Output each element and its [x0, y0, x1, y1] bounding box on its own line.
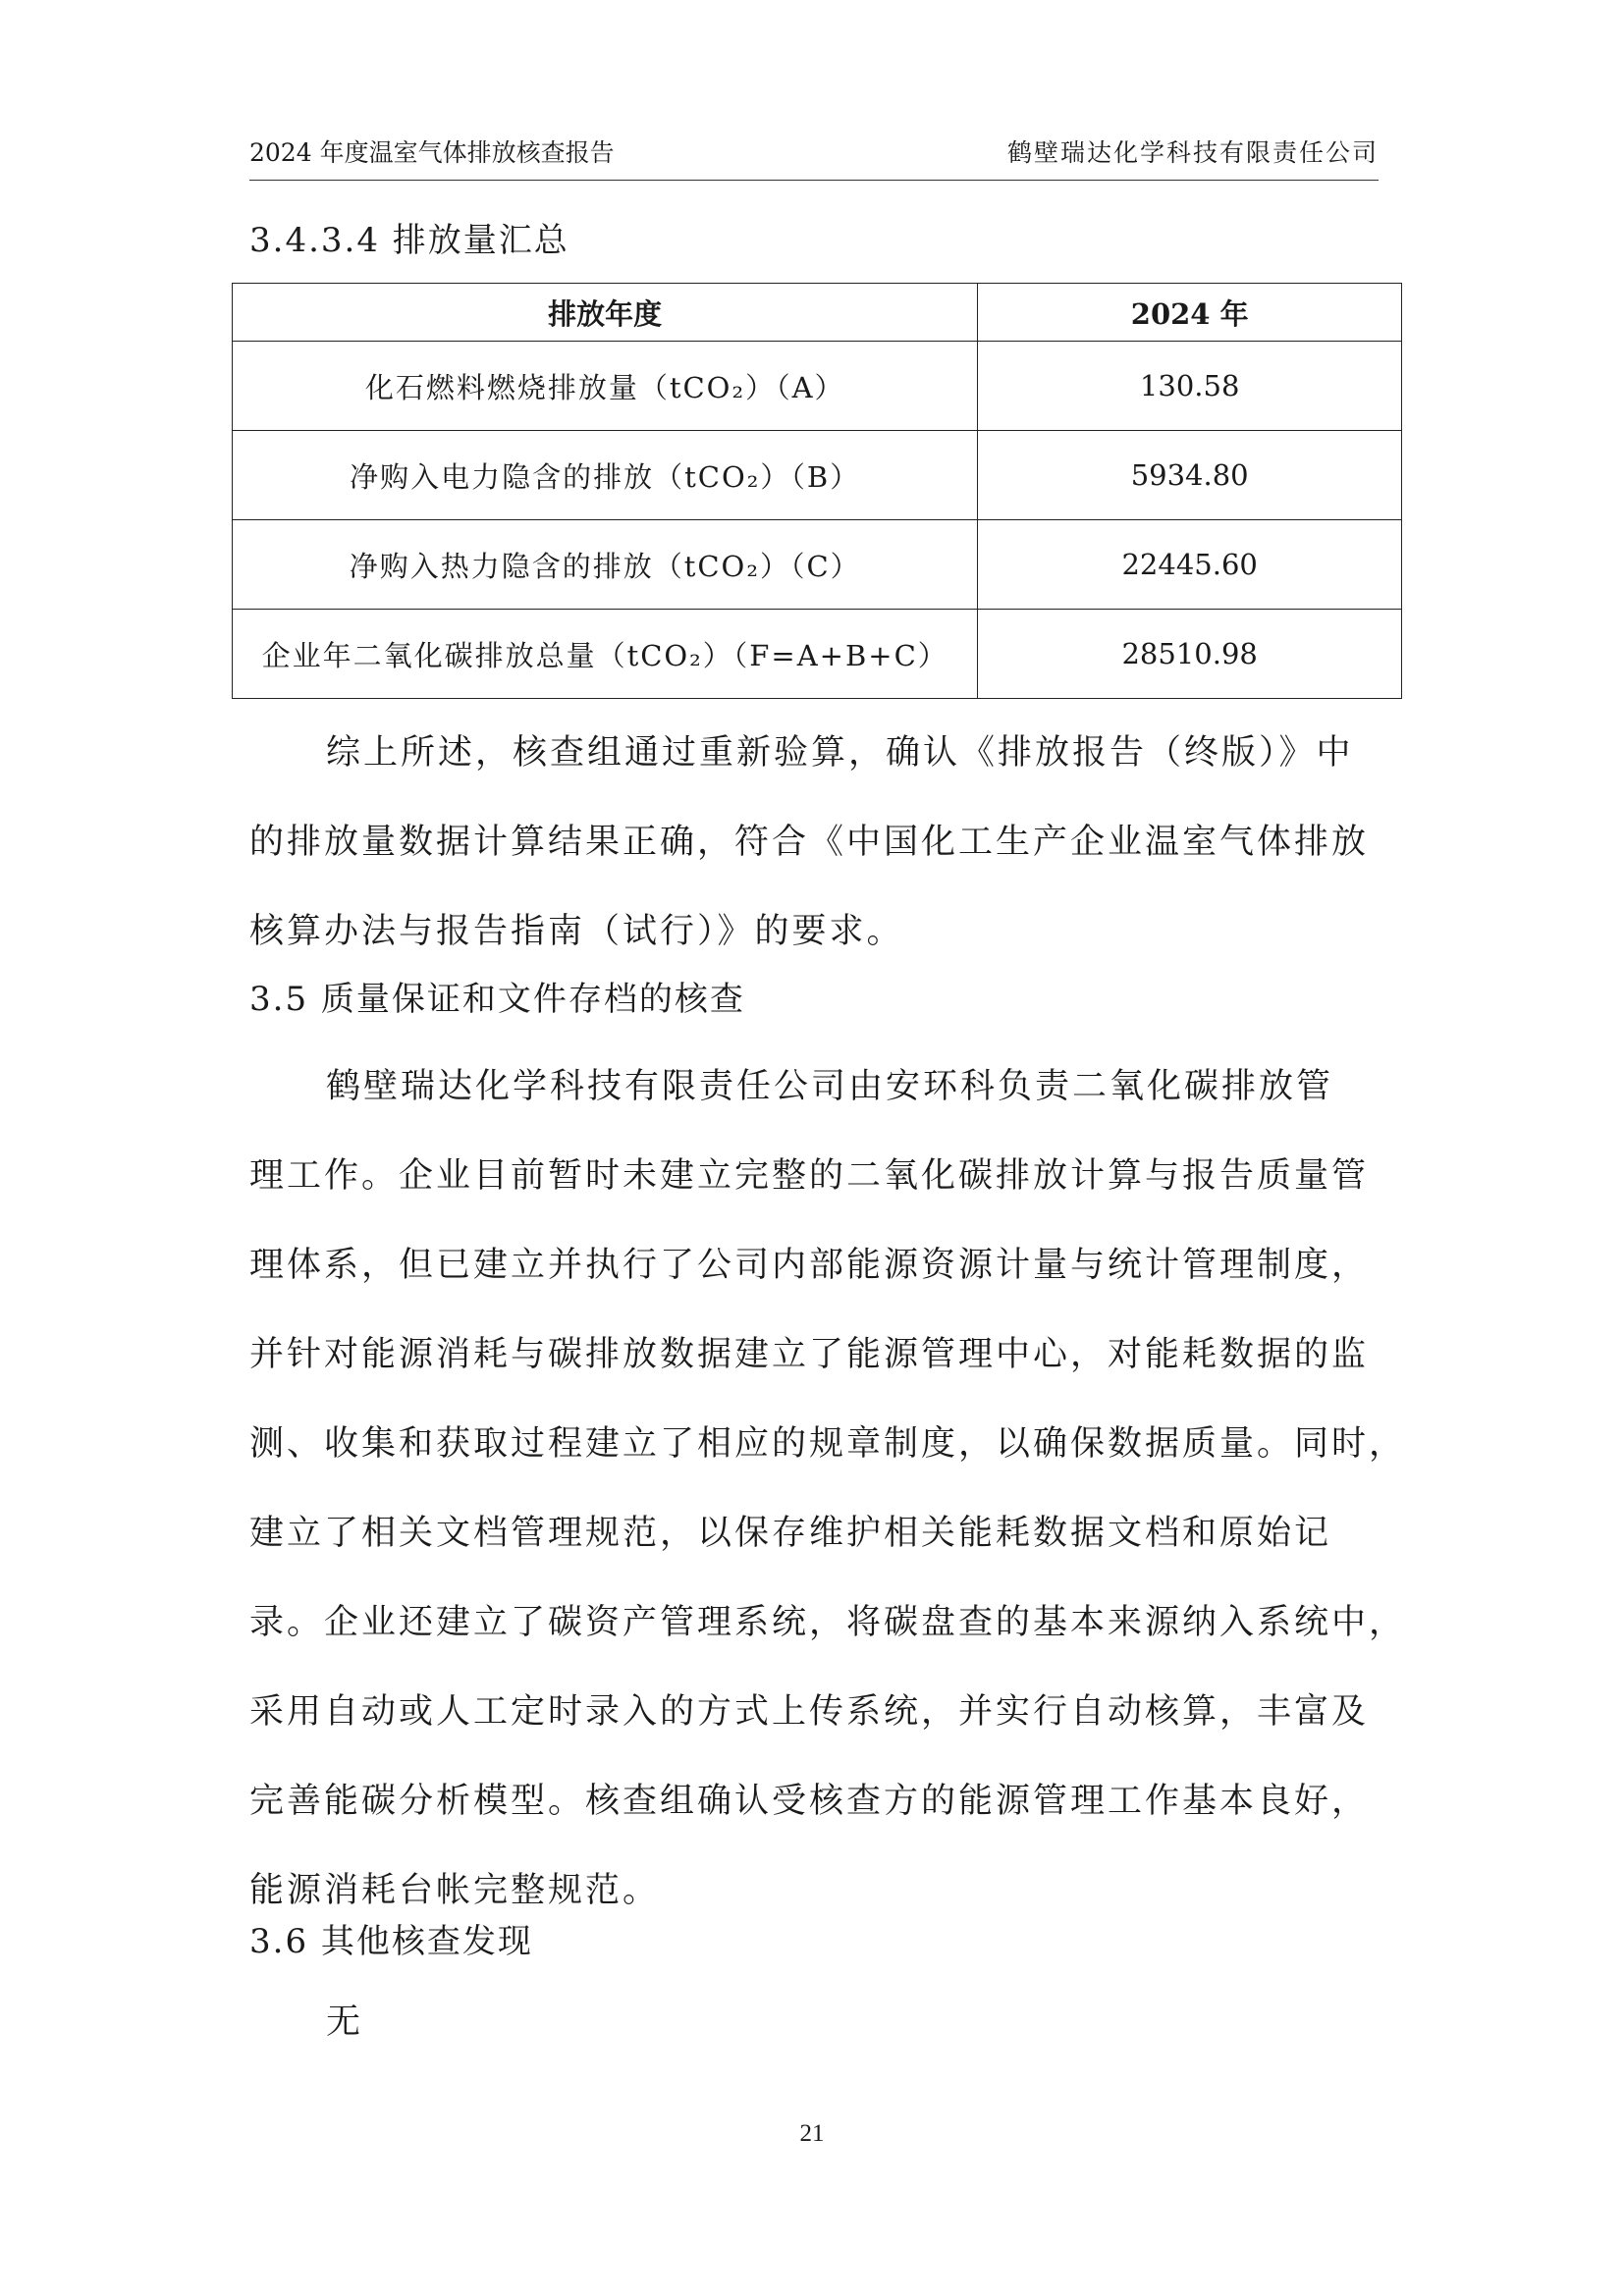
table-row-label: 化石燃料燃烧排放量（tCO₂）（A） — [233, 342, 978, 431]
table-header-row — [233, 284, 1402, 342]
section-heading-other-findings: 3.6 其他核查发现 — [249, 1922, 533, 1961]
text-line: 并针对能源消耗与碳排放数据建立了能源管理中心，对能耗数据的监 — [249, 1335, 1370, 1374]
text-line: 理工作。企业目前暂时未建立完整的二氧化碳排放计算与报告质量管 — [249, 1156, 1370, 1196]
text-line: 测、收集和获取过程建立了相应的规章制度，以确保数据质量。同时， — [249, 1424, 1407, 1464]
table-row — [233, 610, 1402, 699]
table-row — [233, 520, 1402, 610]
table-row-value: 5934.80 — [978, 431, 1402, 520]
table-row-label: 企业年二氧化碳排放总量（tCO₂）（F=A+B+C） — [233, 610, 978, 699]
text-line: 录。企业还建立了碳资产管理系统，将碳盘查的基本来源纳入系统中， — [249, 1603, 1407, 1642]
text-line: 核算办法与报告指南（试行）》的要求。 — [249, 912, 904, 951]
paragraph-other-findings — [249, 1978, 1388, 2067]
text-line: 综上所述，核查组通过重新验算，确认《排放报告（终版）》中 — [326, 733, 1354, 773]
table-row — [233, 431, 1402, 520]
text-line: 采用自动或人工定时录入的方式上传系统，并实行自动核算，丰富及 — [249, 1692, 1370, 1732]
page-header — [249, 134, 1379, 172]
text-line: 鹤壁瑞达化学科技有限责任公司由安环科负责二氧化碳排放管 — [326, 1067, 1334, 1106]
table-row-value: 130.58 — [978, 342, 1402, 431]
text-line: 无 — [326, 2002, 364, 2042]
header-divider — [249, 180, 1379, 181]
text-line: 建立了相关文档管理规范，以保存维护相关能耗数据文档和原始记 — [249, 1514, 1332, 1553]
paragraph-quality-assurance — [249, 1042, 1407, 1936]
table-header-cell: 排放年度 — [233, 284, 978, 342]
page-number: 21 — [799, 2120, 825, 2147]
header-report-title: 2024 年度温室气体排放核查报告 — [249, 138, 615, 167]
text-line: 能源消耗台帐完整规范。 — [249, 1871, 661, 1910]
table-row-value: 28510.98 — [978, 610, 1402, 699]
table-row-value: 22445.60 — [978, 520, 1402, 610]
table-row-label: 净购入热力隐含的排放（tCO₂）（C） — [233, 520, 978, 610]
text-line: 的排放量数据计算结果正确，符合《中国化工生产企业温室气体排放 — [249, 823, 1370, 862]
emission-summary-table — [232, 283, 1402, 699]
section-heading-quality-assurance: 3.5 质量保证和文件存档的核查 — [249, 980, 745, 1019]
header-company-name: 鹤壁瑞达化学科技有限责任公司 — [1006, 138, 1379, 167]
table-header-cell: 2024 年 — [978, 284, 1402, 342]
table-row-label: 净购入电力隐含的排放（tCO₂）（B） — [233, 431, 978, 520]
table-row — [233, 342, 1402, 431]
text-line: 理体系，但已建立并执行了公司内部能源资源计量与统计管理制度， — [249, 1246, 1370, 1285]
paragraph-conclusion — [249, 709, 1388, 977]
section-heading-emission-summary: 3.4.3.4 排放量汇总 — [249, 221, 569, 260]
text-line: 完善能碳分析模型。核查组确认受核查方的能源管理工作基本良好， — [249, 1782, 1370, 1821]
